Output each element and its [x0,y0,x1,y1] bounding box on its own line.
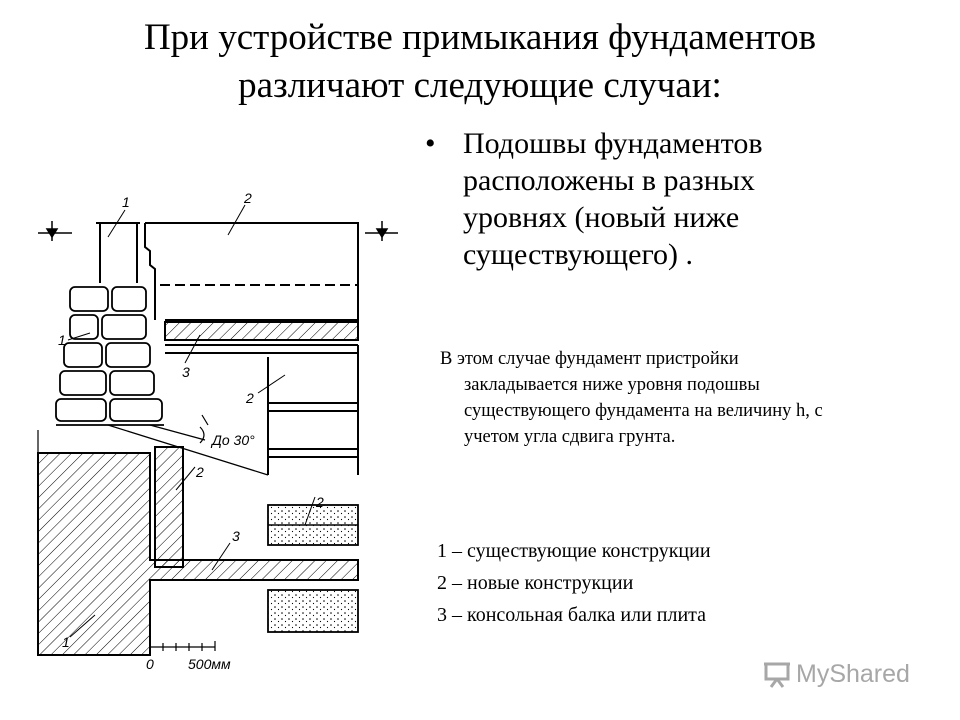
legend-item-cantilever: 3 – консольная балка или плита [437,604,707,626]
paragraph-line: существующего фундамента на величину h, с [464,401,823,421]
label-3-low: 3 [232,528,240,544]
stone-footing [56,287,164,425]
label-1-top: 1 [122,194,130,210]
label-2-right: 2 [316,494,324,510]
level-marker-left [38,221,72,241]
new-wall [145,223,358,320]
label-1-bottom: 1 [62,634,70,650]
scale-length: 500мм [188,656,231,672]
label-1-mid: 1 [58,332,66,348]
legend-item-new: 2 – новые конструкции [437,572,634,594]
bullet-line: расположены в разных [463,164,755,197]
explanation-paragraph [440,346,960,450]
watermark-text: MyShared [796,659,910,688]
paragraph-line: учетом угла сдвига грунта. [464,427,676,447]
bullet-line: уровнях (новый ниже [463,201,740,234]
soil-fill-lower [268,590,358,632]
foundation-drawing [0,185,400,685]
level-marker-right [365,221,398,241]
slide-title [0,14,960,110]
bullet-marker: • [425,127,436,160]
label-2-top: 2 [244,190,252,206]
angle-label: До 30° [212,432,255,448]
label-2-mid: 2 [246,390,254,406]
new-foundation-wall [155,447,183,567]
bullet-text [463,125,863,273]
bullet-line: Подошвы фундаментов [463,127,763,160]
label-3-mid: 3 [182,364,190,380]
paragraph-line: закладывается ниже уровня подошвы [464,375,760,395]
legend-item-existing: 1 – существующие конструкции [437,540,711,562]
existing-wall [96,223,140,283]
scale-bar [150,641,215,651]
scale-zero: 0 [146,656,154,672]
bullet-line: существующего) . [463,238,694,271]
new-wall-lower [165,345,358,475]
legend [437,535,711,631]
paragraph-line: В этом случае фундамент пристройки [440,349,739,369]
title-line-1: При устройстве примыкания фундаментов [143,17,817,58]
cantilever-plate [165,322,358,340]
title-line-2: различают следующие случаи: [238,65,722,106]
presentation-icon [762,659,792,689]
label-2-low: 2 [196,464,204,480]
watermark [762,657,910,691]
